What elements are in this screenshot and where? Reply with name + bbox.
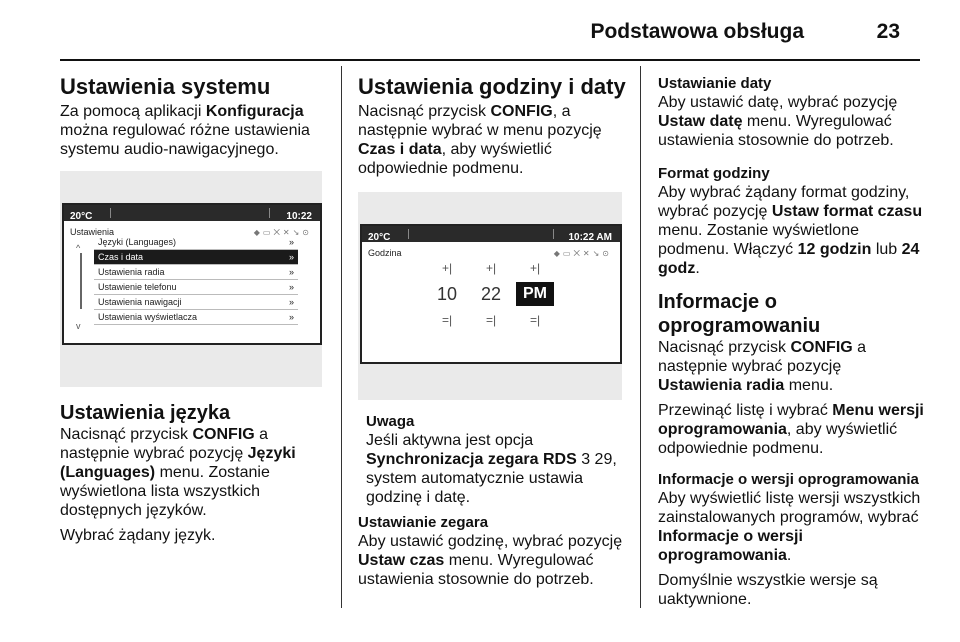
subheading: Informacje o wersji oprogramowania: [658, 471, 919, 488]
paragraph: Domyślnie wszystkie wersje są uaktywnione.: [658, 572, 878, 608]
bold-term: CONFIG: [790, 339, 853, 356]
text: Aby wyświetlić listę wersji wszystkich zainstalowanych programów, wybrać: [658, 490, 921, 526]
section-heading: Ustawienia godziny i daty: [358, 74, 626, 99]
paragraph: [658, 183, 926, 278]
scrollbar-track: [80, 253, 82, 309]
text: Aby ustawić godzinę, wybrać pozycję: [358, 533, 623, 550]
bold-term: Języki (Languages): [60, 445, 296, 481]
column-middle: [358, 74, 626, 595]
page-reference: 3 29,: [576, 451, 617, 468]
text: menu. Zostanie wyświetlona lista wszystkich dostępnych języków.: [60, 464, 270, 519]
temperature: 20°C: [70, 211, 93, 222]
menu-item-label: Języki (Languages): [98, 237, 177, 247]
hour-control: [428, 260, 466, 328]
column-divider: [341, 66, 342, 608]
bold-term: 12 godzin: [797, 241, 872, 258]
bold-term: Ustawienia radia: [658, 377, 785, 394]
section-heading: Informacje o oprogramowaniu: [658, 291, 821, 337]
bold-term: Ustaw datę: [658, 113, 743, 130]
menu-item-label: Ustawienia nawigacji: [98, 297, 182, 307]
paragraph: Wybrać żądany język.: [60, 527, 216, 544]
text: Aby ustawić datę, wybrać pozycję: [658, 94, 898, 111]
chevron-right-icon: »: [288, 282, 294, 292]
menu-item[interactable]: [94, 310, 298, 325]
header-rule: [60, 59, 920, 61]
scroll-down-icon: v: [76, 321, 81, 331]
subheading: Format godziny: [658, 165, 770, 182]
paragraph: [658, 338, 926, 395]
ampm-up-icon[interactable]: +|: [529, 261, 541, 275]
text: , aby wyświetlić odpowiednie podmenu.: [358, 141, 552, 177]
bold-term: 24 godz: [658, 241, 920, 277]
paragraph: [658, 401, 926, 458]
note-title: Uwaga: [366, 413, 415, 430]
minute-control: [472, 260, 510, 328]
ampm-control: [516, 260, 554, 328]
text: Za pomocą aplikacji: [60, 103, 206, 120]
text: menu. Wyregulować ustawienia stosownie do potrzeb.: [658, 113, 894, 149]
chevron-right-icon: »: [288, 267, 294, 277]
text: .: [695, 260, 700, 277]
header-title: Podstawowa obsługa: [590, 20, 804, 43]
column-right: [658, 74, 926, 615]
text: a następnie wybrać pozycję: [658, 339, 867, 375]
ampm-value[interactable]: PM: [516, 282, 554, 306]
paragraph: [658, 489, 926, 565]
text: menu. Wyregulować ustawienia stosownie do potrzeb.: [358, 552, 594, 588]
chevron-right-icon: »: [288, 252, 294, 262]
text: menu. Zostanie wyświetlone podmenu. Włączyć: [658, 222, 859, 258]
hour-down-icon[interactable]: =|: [441, 313, 453, 327]
text: Jeśli aktywna jest opcja: [366, 432, 534, 449]
clock: 10:22 AM: [568, 232, 612, 243]
screen-subtitle: Godzina: [368, 248, 402, 258]
bold-term: Czas i data: [358, 141, 442, 158]
menu-item-label: Ustawienia radia: [98, 267, 165, 277]
text: lub: [871, 241, 902, 258]
text: Nacisnąć przycisk: [658, 339, 791, 356]
status-bar: [362, 226, 620, 242]
divider: [408, 229, 409, 239]
display-screen: [360, 224, 622, 364]
minute-up-icon[interactable]: +|: [485, 261, 497, 275]
bold-term: Informacje o wersji oprogramowania: [658, 528, 803, 564]
chevron-right-icon: »: [288, 297, 294, 307]
display-screen: [62, 203, 322, 345]
text: Aby wybrać żądany format godziny, wybrać pozycję: [658, 184, 910, 220]
text: a następnie wybrać pozycję: [60, 426, 269, 462]
column-left: [60, 74, 322, 551]
subheading: Ustawianie zegara: [358, 514, 489, 531]
divider: [269, 208, 270, 218]
bold-term: Menu wersji oprogramowania: [658, 402, 924, 438]
chevron-right-icon: »: [288, 312, 294, 322]
bold-term: CONFIG: [490, 103, 553, 120]
bold-term: Ustaw format czasu: [771, 203, 923, 220]
minute-value: 22: [480, 284, 502, 304]
hour-up-icon[interactable]: +|: [441, 261, 453, 275]
menu-item-label: Czas i data: [98, 252, 144, 262]
settings-menu: [94, 235, 298, 325]
bold-term: Konfiguracja: [205, 103, 304, 120]
menu-item[interactable]: [94, 295, 298, 310]
text: menu.: [784, 377, 834, 394]
page-header: [60, 14, 900, 54]
bold-term: Ustaw czas: [358, 552, 445, 569]
chevron-right-icon: »: [288, 237, 294, 247]
menu-item-label: Ustawienie telefonu: [98, 282, 177, 292]
menu-item[interactable]: [94, 265, 298, 280]
menu-item-label: Ustawienia wyświetlacza: [98, 312, 198, 322]
scroll-up-icon: ^: [76, 243, 81, 253]
divider: [553, 229, 554, 239]
text: .: [786, 547, 792, 564]
section-heading: Ustawienia systemu: [60, 74, 271, 99]
text: Nacisnąć przycisk: [60, 426, 193, 443]
menu-item[interactable]: [94, 280, 298, 295]
column-divider: [640, 66, 641, 608]
text: , aby wyświetlić odpowiednie podmenu.: [658, 421, 898, 457]
paragraph: [60, 102, 322, 159]
temperature: 20°C: [368, 232, 391, 243]
screenshot-clock: [358, 192, 622, 400]
text: można regulować różne ustawienia systemu audio-nawigacyjnego.: [60, 122, 310, 158]
paragraph: [358, 532, 626, 589]
bold-term: Synchronizacja zegara RDS: [366, 451, 577, 468]
paragraph: [658, 93, 926, 150]
text: , a następnie wybrać w menu pozycję: [358, 103, 602, 139]
subheading: Ustawianie daty: [658, 75, 772, 92]
page-number: 23: [876, 20, 900, 43]
paragraph: [358, 102, 626, 178]
note-box: [358, 412, 626, 507]
section-heading: Ustawienia języka: [60, 402, 231, 424]
bold-term: CONFIG: [192, 426, 255, 443]
screenshot-settings: [60, 171, 322, 387]
minute-down-icon[interactable]: =|: [485, 313, 497, 327]
ampm-down-icon[interactable]: =|: [529, 313, 541, 327]
text: system automatycznie ustawia godzinę i datę.: [366, 470, 583, 506]
menu-item[interactable]: [94, 235, 298, 250]
status-icons: ◆▭⨉✕↘⊙: [553, 249, 612, 258]
clock: 10:22: [286, 211, 312, 222]
status-icons: ◆▭⨉✕↘⊙: [253, 228, 312, 237]
note-text: [366, 431, 626, 507]
text: Przewinąć listę i wybrać: [658, 402, 833, 419]
hour-value: 10: [436, 284, 458, 304]
text: Nacisnąć przycisk: [358, 103, 491, 120]
paragraph: [60, 425, 322, 520]
divider: [110, 208, 111, 218]
status-bar: [64, 205, 320, 221]
menu-item[interactable]: [94, 250, 298, 265]
screen-subtitle: Ustawienia: [70, 227, 115, 237]
